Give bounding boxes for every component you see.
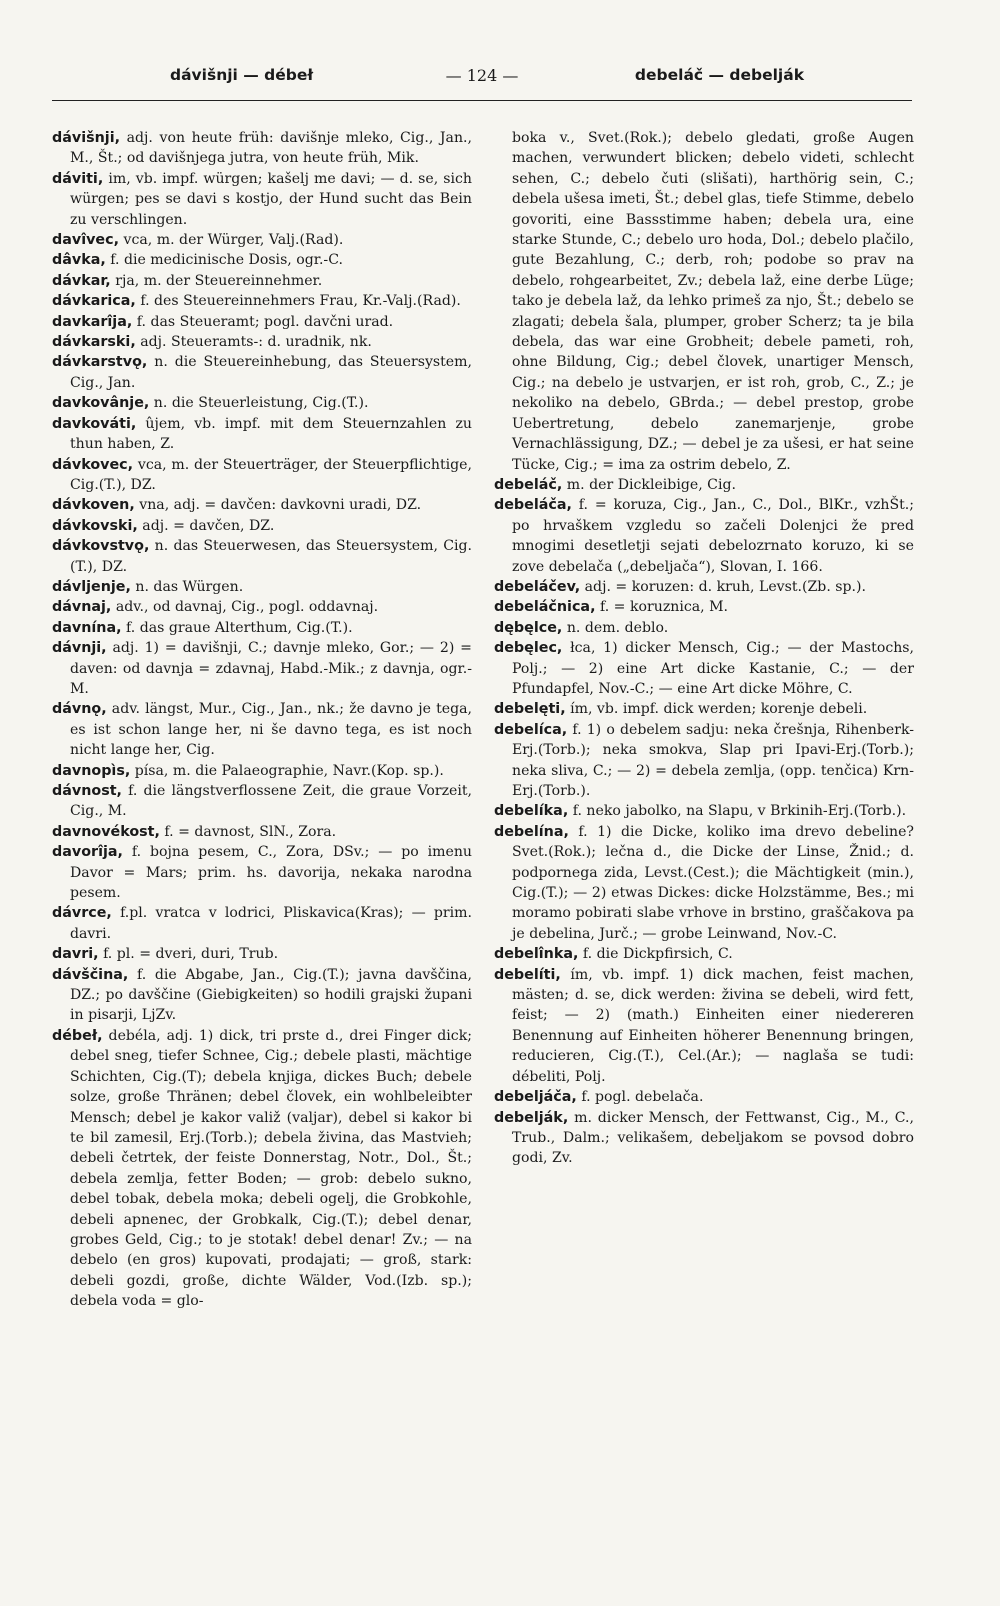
entry-definition: f. das Steueramt; pogl. davčni urad. bbox=[132, 313, 394, 330]
entry-headword: dávišnji, bbox=[52, 130, 121, 146]
dictionary-entry bbox=[52, 516, 472, 536]
entry-definition: f. die Abgabe, Jan., Cig.(T.); javna davščina, DZ.; po davščine (Giebigkeiten) so hodili grajski župani in pisarji, LjZv. bbox=[70, 966, 472, 1024]
entry-headword: dávkarica, bbox=[52, 293, 136, 310]
dictionary-entry bbox=[52, 393, 472, 413]
dictionary-entry bbox=[494, 577, 914, 597]
entry-definition: f. neko jabolko, na Slapu, v Brkinih-Erj.(Torb.). bbox=[568, 803, 907, 820]
entry-definition: n. die Steuerleistung, Cig.(T.). bbox=[149, 395, 369, 412]
dictionary-entry bbox=[52, 1026, 472, 1312]
dictionary-entry bbox=[52, 903, 472, 944]
entry-headword: davkarîja, bbox=[52, 313, 133, 330]
entry-definition: ím, vb. impf. dick werden; korenje debeli. bbox=[565, 701, 868, 718]
entry-definition: f. = koruznica, M. bbox=[595, 599, 728, 616]
entry-headword: debelînka, bbox=[494, 946, 579, 963]
dictionary-entry bbox=[494, 597, 914, 617]
entry-headword: dávnǫ, bbox=[52, 701, 107, 718]
dictionary-entry bbox=[494, 1108, 914, 1169]
entry-definition: f. die längstverflossene Zeit, die graue Vorzeit, Cig., M. bbox=[70, 783, 472, 820]
entry-headword: dâvka, bbox=[52, 252, 106, 269]
header-left-guide: dávišnji — débeł bbox=[170, 66, 314, 84]
dictionary-entry bbox=[494, 475, 914, 495]
entry-definition: boka v., Svet.(Rok.); debelo gledati, große Augen machen, verwundert blicken; debelo videti, schlecht sehen, C.; debelo čuti (slišati), harthörig sein, C.; debela ušesa imeti, Št.; debel glas, tiefe Stimme, debelo govoriti, eine Bassstimme haben; debela ura, eine starke Stunde, C.; debelo uro hoda, Dol.; debelo plačilo, gute Bezahlung, C.; derb, roh; podobe so prav na debelo, rohgearbeitet, Zv.; debela laž, eine derbe Lüge; tako je debela laž, da lehko primeš za njo, Št.; debelo se zlagati; debela šala, plumper, grober Scherz; ta je bila debela, das war eine Grobheit; debele pameti, roh, ohne Bildung, Cig.; debel človek, unartiger Mensch, Cig.; na debelo je ustvarjen, er ist roh, grob, C., Z.; je nekoliko na debelo, GBrda.; — debel prestop, grobe Uebertretung, debelo zanemarjenje, grobe Vernachlässigung, DZ.; — debel je za ušesi, er hat seine Tücke, Cig.; = ima za ostrim debelo, Z. bbox=[512, 130, 914, 473]
entry-definition: adv., od davnaj, Cig., pogl. oddavnaj. bbox=[111, 599, 379, 616]
page-number: — 124 — bbox=[445, 66, 519, 85]
header-rule bbox=[52, 100, 912, 101]
dictionary-entry bbox=[52, 597, 472, 617]
dictionary-entry bbox=[494, 495, 914, 577]
entry-definition: n. das Steuerwesen, das Steuersystem, Cig.(T.), DZ. bbox=[70, 538, 472, 575]
dictionary-entry bbox=[494, 801, 914, 821]
entry-headword: debelíka, bbox=[494, 803, 569, 820]
dictionary-entry bbox=[52, 250, 472, 270]
entry-definition: n. dem. deblo. bbox=[562, 619, 669, 636]
entry-definition: f. = davnost, SlN., Zora. bbox=[159, 823, 337, 840]
dictionary-entry bbox=[52, 965, 472, 1026]
entry-headword: dávkarstvǫ, bbox=[52, 354, 148, 371]
dictionary-entry bbox=[52, 944, 472, 964]
dictionary-entry bbox=[494, 618, 914, 638]
left-column bbox=[52, 128, 472, 1312]
dictionary-entry bbox=[494, 128, 914, 475]
dictionary-entry bbox=[494, 965, 914, 1087]
entry-headword: debeljáča, bbox=[494, 1089, 577, 1106]
entry-definition: f. 1) die Dicke, koliko ima drevo debeline? Svet.(Rok.); lečna d., die Dicke der Linse, Žnid.; d. podpornega zida, Levst.(Cest.); die Mächtigkeit (min.), Cig.(T.); — 2) etwas Dickes: dicke Holzstämme, Bes.; mi moramo pobirati slabe vrhove in brstino, graščakova pa je debelina, Jurč.; — grobe Leinwand, Nov.-C. bbox=[512, 823, 914, 942]
entry-headword: dávkovstvǫ, bbox=[52, 538, 150, 555]
entry-headword: dávnost, bbox=[52, 783, 122, 799]
entry-headword: davnína, bbox=[52, 619, 122, 636]
entry-headword: debeláčev, bbox=[494, 578, 581, 595]
entry-headword: débeł, bbox=[52, 1027, 103, 1044]
dictionary-entry bbox=[52, 822, 472, 842]
entry-headword: davnovékost, bbox=[52, 823, 160, 840]
running-header bbox=[52, 62, 912, 92]
entry-definition: písa, m. die Palaeographie, Navr.(Kop. sp.). bbox=[130, 762, 444, 779]
dictionary-entry bbox=[494, 638, 914, 699]
entry-definition: adj. Steueramts-: d. uradnik, nk. bbox=[135, 334, 372, 351]
dictionary-entry bbox=[494, 944, 914, 964]
entry-definition: f. des Steuereinnehmers Frau, Kr.-Valj.(Rad). bbox=[135, 293, 461, 310]
entry-definition: n. die Steuereinhebung, das Steuersystem, Cig., Jan. bbox=[70, 354, 472, 391]
entry-headword: debeláčnica, bbox=[494, 599, 596, 616]
entry-definition: adj. = davčen, DZ. bbox=[137, 517, 275, 534]
dictionary-entry bbox=[52, 699, 472, 760]
dictionary-entry bbox=[52, 271, 472, 291]
dictionary-entry bbox=[52, 536, 472, 577]
entry-headword: debelíca, bbox=[494, 721, 568, 738]
entry-definition: ûjem, vb. impf. mit dem Steuernzahlen zu thun haben, Z. bbox=[70, 415, 472, 453]
entry-definition: vca, m. der Würger, Valj.(Rad). bbox=[119, 232, 344, 249]
entry-definition: adj. 1) = davišnji, C.; davnje mleko, Gor.; — 2) = daven: od davnja = zdavnaj, Habd.-Mik.; z davnja, ogr.-M. bbox=[70, 640, 472, 697]
entry-definition: vca, m. der Steuerträger, der Steuerpflichtige, Cig.(T.), DZ. bbox=[70, 456, 472, 493]
entry-definition: f. die Dickpfirsich, C. bbox=[578, 946, 733, 963]
entry-headword: dávkarski, bbox=[52, 334, 136, 351]
entry-headword: dávkoven, bbox=[52, 497, 135, 514]
entry-definition: vna, adj. = davčen: davkovni uradi, DZ. bbox=[134, 497, 422, 514]
dictionary-entry bbox=[494, 720, 914, 802]
entry-definition: n. das Würgen. bbox=[130, 578, 244, 595]
dictionary-entry bbox=[52, 352, 472, 393]
entry-headword: davîvec, bbox=[52, 232, 120, 249]
dictionary-entry bbox=[52, 128, 472, 169]
entry-headword: davkovânje, bbox=[52, 395, 150, 412]
dictionary-entry bbox=[494, 822, 914, 944]
dictionary-entry bbox=[494, 699, 914, 719]
entry-headword: davri, bbox=[52, 946, 99, 963]
entry-definition: rja, m. der Steuereinnehmer. bbox=[110, 272, 323, 289]
entry-definition: f. bojna pesem, C., Zora, DSv.; — po imenu Davor = Mars; prim. hs. davorija, nekaka narodna pesem. bbox=[70, 844, 472, 902]
entry-definition: f. 1) o debelem sadju: neka črešnja, Rihenberk-Erj.(Torb.); neka smokva, Slap pri Ipavi-Erj.(Torb.); neka sliva, C.; — 2) = debela zemlja, (opp. tenčica) Krn-Erj.(Torb.). bbox=[512, 721, 914, 799]
dictionary-entry bbox=[52, 618, 472, 638]
entry-definition: adj. = koruzen: d. kruh, Levst.(Zb. sp.). bbox=[580, 578, 867, 595]
entry-definition: f. pogl. debelača. bbox=[576, 1089, 704, 1106]
right-column bbox=[494, 128, 914, 1169]
entry-headword: dávkovski, bbox=[52, 517, 138, 534]
entry-headword: debelják, bbox=[494, 1109, 569, 1126]
dictionary-entry bbox=[52, 842, 472, 903]
entry-headword: dávščina, bbox=[52, 966, 129, 983]
entry-definition: ím, vb. impf. 1) dick machen, feist machen, mästen; d. se, dick werden: živina se debeli, wird fett, feist; — 2) (math.) Einheiten einer niedereren Benennung auf Einheiten höherer Benennung bringen, reducieren, Cig.(T.), Cel.(Ar.); — naglaša se tudi: débeliti, Polj. bbox=[512, 966, 914, 1085]
entry-definition: f.pl. vratca v lodrici, Pliskavica(Kras); — prim. davri. bbox=[70, 905, 472, 942]
dictionary-entry bbox=[52, 332, 472, 352]
entry-headword: dávnji, bbox=[52, 640, 107, 657]
dictionary-entry bbox=[52, 495, 472, 515]
entry-definition: debéla, adj. 1) dick, tri prste d., drei Finger dick; debel sneg, tiefer Schnee, Cig.; debele plasti, mächtige Schichten, Cig.(T); debela knjiga, dickes Buch; debele solze, große Thränen; debel človek, ein wohlbeleibter Mensch; debel je kakor valiž (valjar), debel si kakor bi te bil zamesil, Erj.(Torb.); debela živina, das Mastvieh; debeli četrtek, der feiste Donnerstag, Notr., Dol., Št.; debela zemlja, fetter Boden; — grob: debelo sukno, debel tobak, debela moka; debeli ogelj, die Grobkohle, debeli apnenec, der Grobkalk, Cig.(T.); debel denar, grobes Geld, Cig.; to je stotak! debel denar! Zv.; — na debelo (en gros) kupovati, prodajati; — groß, stark: debeli gozdi, große, dichte Wälder, Vod.(Izb. sp.); debela voda = glo- bbox=[70, 1027, 472, 1310]
entry-headword: dávrce, bbox=[52, 905, 112, 922]
entry-definition: adj. von heute früh: davišnje mleko, Cig., Jan., M., Št.; od davišnjega jutra, von heute früh, Mik. bbox=[70, 130, 472, 167]
entry-headword: davkováti, bbox=[52, 415, 137, 432]
dictionary-entry bbox=[52, 455, 472, 496]
dictionary-entry bbox=[52, 291, 472, 311]
dictionary-entry bbox=[52, 169, 472, 230]
dictionary-entry bbox=[52, 312, 472, 332]
entry-definition: im, vb. impf. würgen; kašelj me davi; — d. se, sich würgen; pes se davi s kostjo, der Hund sucht das Bein zu verschlingen. bbox=[70, 170, 472, 228]
header-right-guide: debeláč — debelják bbox=[634, 66, 804, 84]
dictionary-entry bbox=[52, 781, 472, 822]
dictionary-entry bbox=[52, 577, 472, 597]
entry-headword: debeláč, bbox=[494, 476, 563, 493]
entry-headword: dávkar, bbox=[52, 272, 111, 289]
entry-headword: debelíti, bbox=[494, 966, 561, 983]
entry-definition: adv. längst, Mur., Cig., Jan., nk.; že davno je tega, es ist schon lange her, ni še davno tega, es ist noch nicht lange her, Cig. bbox=[70, 701, 472, 759]
dictionary-entry bbox=[494, 1087, 914, 1107]
entry-definition: f. die medicinische Dosis, ogr.-C. bbox=[105, 252, 343, 269]
entry-definition: f. das graue Alterthum, Cig.(T.). bbox=[121, 619, 353, 636]
entry-headword: dávkovec, bbox=[52, 456, 134, 473]
entry-definition: m. dicker Mensch, der Fettwanst, Cig., M., C., Trub., Dalm.; velikašem, debeljakom se povsod dobro godi, Zv. bbox=[512, 1109, 914, 1167]
entry-headword: dáviti, bbox=[52, 170, 104, 187]
entry-headword: debelęti, bbox=[494, 701, 566, 718]
entry-headword: dębęlce, bbox=[494, 619, 563, 636]
dictionary-entry bbox=[52, 414, 472, 455]
dictionary-entry bbox=[52, 230, 472, 250]
entry-headword: davnopìs, bbox=[52, 762, 131, 779]
entry-headword: davorîja, bbox=[52, 844, 123, 861]
entry-headword: debelína, bbox=[494, 823, 569, 840]
dictionary-entry bbox=[52, 638, 472, 699]
entry-definition: m. der Dickleibige, Cig. bbox=[562, 476, 736, 493]
entry-definition: f. pl. = dveri, duri, Trub. bbox=[98, 946, 279, 963]
entry-headword: debeláča, bbox=[494, 497, 572, 514]
entry-headword: dávljenje, bbox=[52, 578, 131, 595]
entry-headword: dávnaj, bbox=[52, 599, 112, 616]
entry-definition: łca, 1) dicker Mensch, Cig.; — der Mastochs, Polj.; — 2) eine Art dicke Kastanie, C.; — der Pfundapfel, Nov.-C.; — eine Art dicke Möhre, C. bbox=[512, 640, 914, 697]
entry-headword: debęlec, bbox=[494, 640, 563, 657]
entry-definition: f. = koruza, Cig., Jan., C., Dol., BlKr., vzhŠt.; po hrvaškem vzgledu so začeli Dolenjci že pred mnogimi desetletji sejati debelozrnato koruzo, ki se zove debelača („debeljača“), Slovan, I. 166. bbox=[512, 497, 914, 575]
dictionary-entry bbox=[52, 761, 472, 781]
